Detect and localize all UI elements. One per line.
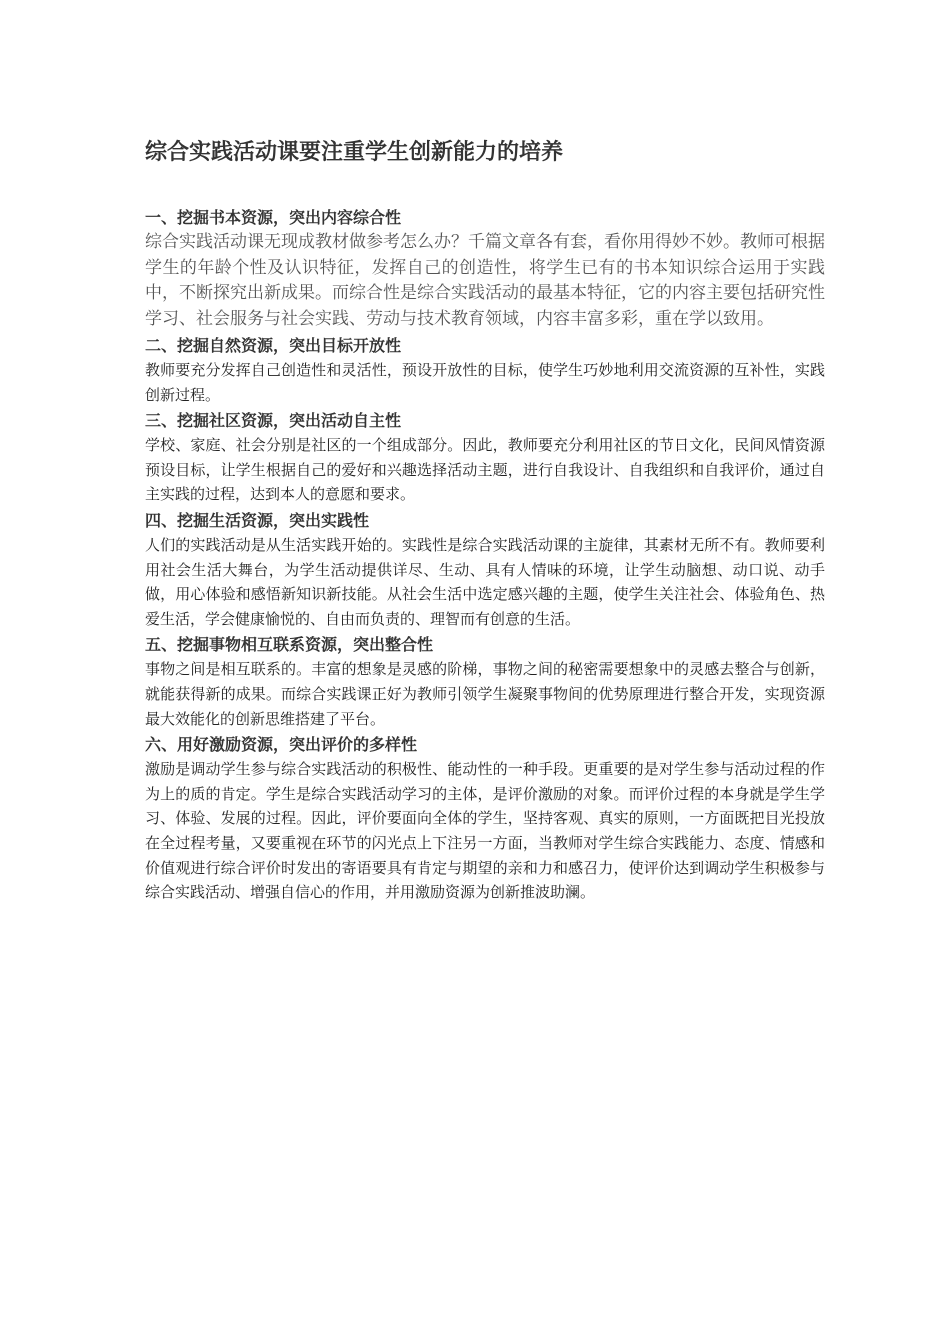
section-heading: 六、用好激励资源，突出评价的多样性 [145,735,418,755]
section-paragraph: 教师要充分发挥自己创造性和灵活性，预设开放性的目标，使学生巧妙地利用交流资源的互补性，实践创新过程。 [145,361,825,404]
section-heading: 五、挖掘事物相互联系资源，突出整合性 [145,635,434,655]
document-page [145,138,825,907]
section-paragraph: 事物之间是相互联系的。丰富的想象是灵感的阶梯，事物之间的秘密需要想象中的灵感去整合与创新，就能获得新的成果。而综合实践课正好为教师引领学生凝聚事物间的优势原理进行整合开发，实现资源最大效能化的创新思维搭建了平台。 [145,660,825,728]
section-paragraph: 人们的实践活动是从生活实践开始的。实践性是综合实践活动课的主旋律，其素材无所不有。教师要利用社会生活大舞台，为学生活动提供详尽、生动、具有人情味的环境，让学生动脑想、动口说、动手做，用心体验和感悟新知识新技能。从社会生活中选定感兴趣的主题，使学生关注社会、体验角色、热爱生活，学会健康愉悦的、自由而负责的、理智而有创意的生活。 [145,535,825,628]
section-heading: 四、挖掘生活资源，突出实践性 [145,510,370,530]
section-paragraph: 学校、家庭、社会分别是社区的一个组成部分。因此，教师要充分利用社区的节日文化，民间风情资源预设目标，让学生根据自己的爱好和兴趣选择活动主题，进行自我设计、自我组织和自我评价，通过自主实践的过程，达到本人的意愿和要求。 [145,436,825,504]
section-paragraph: 激励是调动学生参与综合实践活动的积极性、能动性的一种手段。更重要的是对学生参与活动过程的作为上的质的肯定。学生是综合实践活动学习的主体，是评价激励的对象。而评价过程的本身就是学生学习、体验、发展的过程。因此，评价要面向全体的学生，坚持客观、真实的原则，一方面既把目光投放在全过程考量，又要重视在环节的闪光点上下注另一方面，当教师对学生综合实践能力、态度、情感和价值观进行综合评价时发出的寄语要具有肯定与期望的亲和力和感召力，使评价达到调动学生积极参与综合实践活动、增强自信心的作用，并用激励资源为创新推波助澜。 [145,760,825,902]
section-paragraph: 综合实践活动课无现成教材做参考怎么办？千篇文章各有套，看你用得妙不妙。教师可根据学生的年龄个性及认识特征，发挥自己的创造性，将学生已有的书本知识综合运用于实践中，不断探究出新成果。而综合性是综合实践活动的最基本特征，它的内容主要包括研究性学习、社会服务与社会实践、劳动与技术教育领域，内容丰富多彩，重在学以致用。 [145,232,825,329]
section-heading: 二、挖掘自然资源，突出目标开放性 [145,336,402,355]
document-title: 综合实践活动课要注重学生创新能力的培养 [145,140,564,165]
section-heading: 三、挖掘社区资源，突出活动自主性 [145,411,402,431]
section-heading: 一、挖掘书本资源，突出内容综合性 [145,208,402,227]
